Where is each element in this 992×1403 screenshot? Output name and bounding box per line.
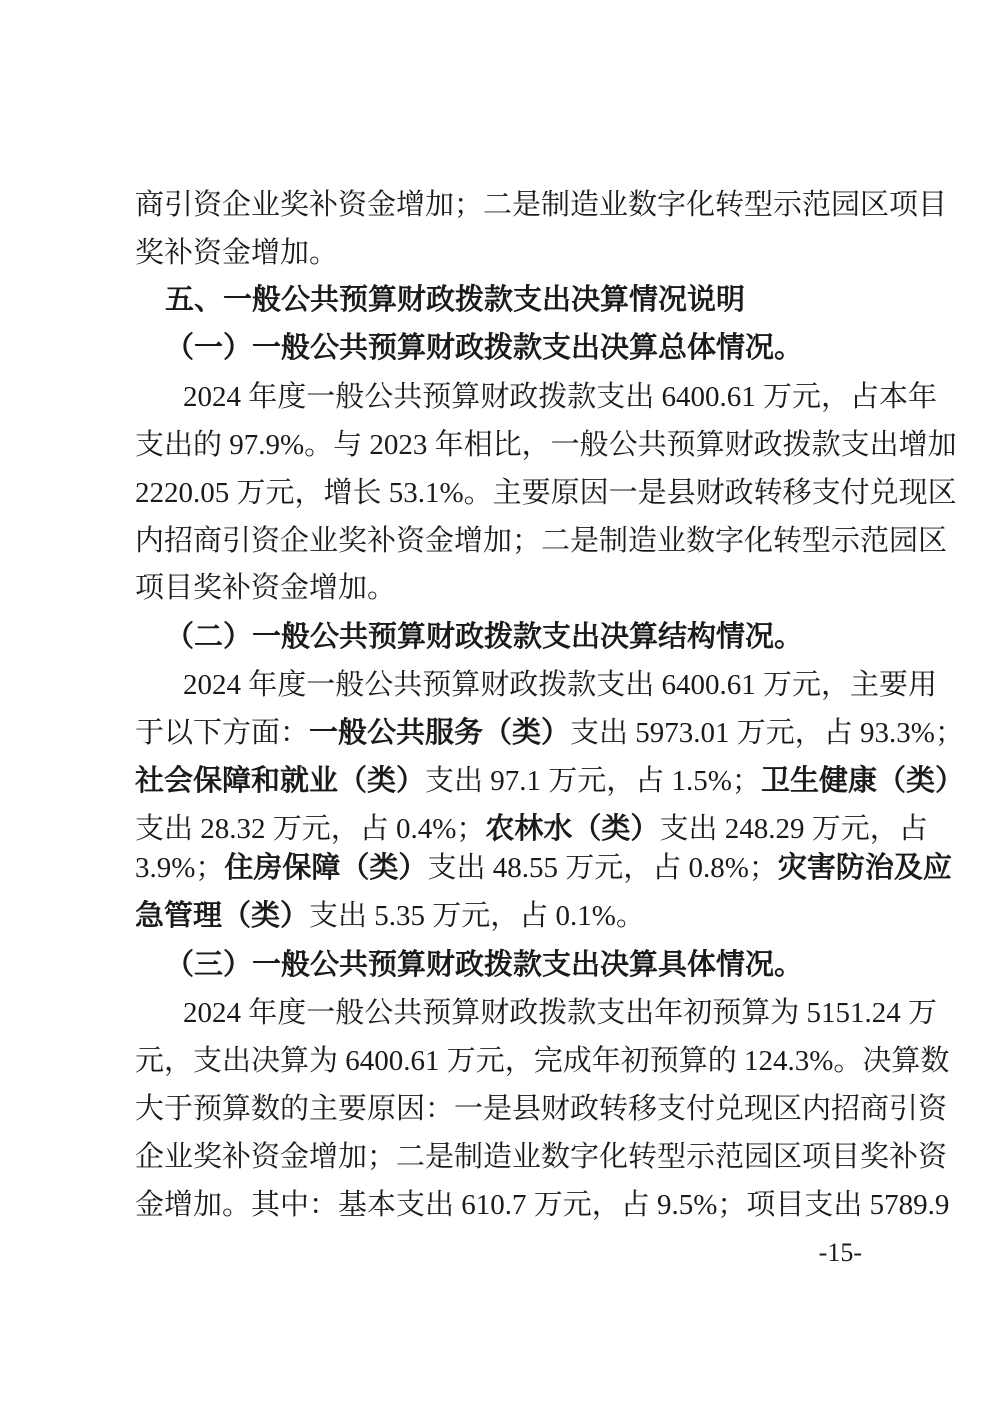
paragraph-line	[135, 1187, 950, 1223]
paragraph-line	[183, 379, 938, 415]
text: 支出 248.29 万元，占	[659, 813, 928, 845]
paragraph-line	[135, 570, 862, 606]
paragraph-line	[135, 235, 862, 271]
section-heading	[165, 330, 803, 366]
paragraph-line	[183, 667, 938, 703]
bold-text: 一般公共服务（类）	[309, 717, 571, 749]
paragraph-line	[135, 763, 964, 799]
text: 2024 年度一般公共预算财政拨款支出年初预算为 5151.24 万	[183, 997, 938, 1029]
text: 3.9%；	[135, 852, 225, 884]
section-heading	[165, 282, 745, 318]
paragraph-line	[183, 995, 938, 1031]
text: 大于预算数的主要原因：一是县财政转移支付兑现区内招商引资	[135, 1093, 948, 1125]
bold-text: 急管理（类）	[135, 900, 310, 932]
text: 支出的 97.9%。与 2023 年相比，一般公共预算财政拨款支出增加	[135, 429, 957, 461]
section-heading	[165, 619, 803, 655]
text: 支出 97.1 万元，占 1.5%；	[425, 765, 761, 797]
page-number: -15-	[818, 1238, 862, 1267]
text: （二）一般公共预算财政拨款支出决算结构情况。	[165, 621, 804, 653]
text: （三）一般公共预算财政拨款支出决算具体情况。	[165, 949, 804, 981]
text: 商引资企业奖补资金增加；二是制造业数字化转型示范园区项目	[135, 189, 948, 221]
text: 2024 年度一般公共预算财政拨款支出 6400.61 万元，占本年	[183, 381, 938, 413]
bold-text: 灾害防治及应	[777, 852, 952, 884]
paragraph-line	[135, 715, 964, 751]
section-heading	[165, 947, 803, 983]
text: 2024 年度一般公共预算财政拨款支出 6400.61 万元，主要用	[183, 669, 938, 701]
text: 支出 5973.01 万元，占 93.3%；	[570, 717, 964, 749]
bold-text: 社会保障和就业（类）	[135, 765, 426, 797]
text: 五、一般公共预算财政拨款支出决算情况说明	[165, 284, 746, 316]
text: 金增加。其中：基本支出 610.7 万元，占 9.5%；项目支出 5789.9	[135, 1189, 950, 1221]
text: 元，支出决算为 6400.61 万元，完成年初预算的 124.3%。决算数	[135, 1045, 950, 1077]
text: 2220.05 万元，增长 53.1%。主要原因一是县财政转移支付兑现区	[135, 477, 957, 509]
paragraph-line	[135, 898, 862, 934]
text: （一）一般公共预算财政拨款支出决算总体情况。	[165, 332, 804, 364]
bold-text: 农林水（类）	[485, 813, 660, 845]
text: 支出 5.35 万元，占 0.1%。	[309, 900, 645, 932]
paragraph-line	[135, 1139, 948, 1175]
paragraph-line	[135, 523, 948, 559]
paragraph-line	[135, 475, 957, 511]
paragraph-line	[135, 811, 928, 847]
text: 奖补资金增加。	[135, 237, 339, 269]
paragraph-line	[135, 187, 948, 223]
text: 内招商引资企业奖补资金增加；二是制造业数字化转型示范园区	[135, 525, 948, 557]
bold-text: 卫生健康（类）	[760, 765, 964, 797]
text: 支出 28.32 万元，占 0.4%；	[135, 813, 486, 845]
paragraph-line	[135, 1091, 948, 1127]
text: 支出 48.55 万元，占 0.8%；	[427, 852, 778, 884]
paragraph-line	[135, 427, 957, 463]
text: 项目奖补资金增加。	[135, 572, 397, 604]
bold-text: 住房保障（类）	[224, 852, 428, 884]
paragraph-line	[135, 850, 952, 886]
paragraph-line	[135, 1043, 950, 1079]
text: 企业奖补资金增加；二是制造业数字化转型示范园区项目奖补资	[135, 1141, 948, 1173]
text: 于以下方面：	[135, 717, 310, 749]
